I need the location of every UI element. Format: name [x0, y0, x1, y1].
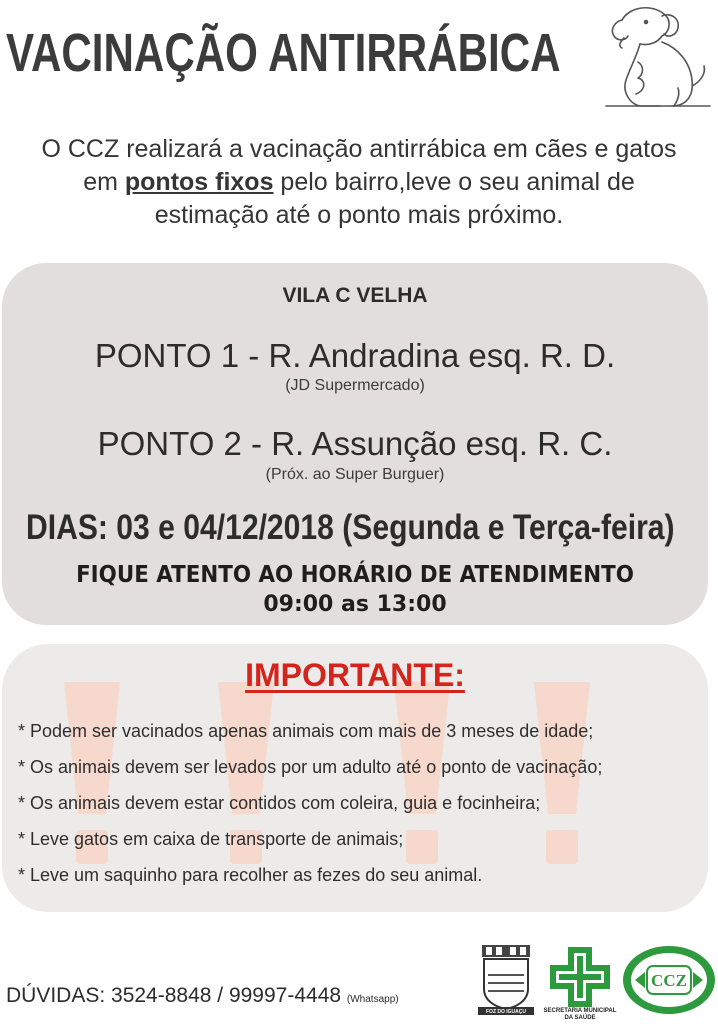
- list-item: * Leve gatos em caixa de transporte de animais;: [18, 829, 404, 849]
- intro-line-1: O CCZ realizará a vacinação antirrábica em cães e gatos: [41, 135, 677, 163]
- contact-info: [6, 984, 399, 1008]
- point-1-address: PONTO 1 - R. Andradina esq. R. D.: [94, 337, 616, 374]
- ccz-logo-text: CCZ: [651, 971, 687, 990]
- region-name: VILA C VELHA: [282, 284, 428, 307]
- contact-note: (Whatsapp): [346, 994, 399, 1005]
- point-1-reference: (JD Supermercado): [285, 377, 425, 394]
- list-item: * Podem ser vacinados apenas animais com mais de 3 meses de idade;: [18, 721, 594, 741]
- page-title: VACINAÇÃO ANTIRRÁBICA: [6, 23, 561, 83]
- important-list: [18, 719, 708, 899]
- vaccination-days: DIAS: 03 e 04/12/2018 (Segunda e Terça-feira): [26, 508, 675, 547]
- intro-emphasis: pontos fixos: [124, 168, 274, 196]
- intro-line-2-post: pelo bairro,leve o seu animal de: [273, 168, 635, 196]
- service-hours: 09:00 as 13:00: [263, 592, 447, 617]
- city-logo-text: FOZ DO IGUAÇU: [486, 1009, 526, 1015]
- important-title: IMPORTANTE:: [245, 657, 465, 693]
- point-2-address: PONTO 2 - R. Assunção esq. R. C.: [97, 425, 613, 462]
- attention-notice: FIQUE ATENTO AO HORÁRIO DE ATENDIMENTO: [76, 562, 634, 588]
- list-item: * Leve um saquinho para recolher as fezes do seu animal.: [18, 865, 483, 885]
- list-item: * Os animais devem ser levados por um adulto até o ponto de vacinação;: [18, 757, 603, 777]
- intro-line-3: estimação até o ponto mais próximo.: [154, 201, 564, 229]
- point-2-reference: (Próx. ao Super Burguer): [265, 466, 445, 483]
- ccz-logo: [621, 944, 718, 1016]
- intro-text: [0, 133, 718, 232]
- dog-outline-icon: [600, 2, 712, 112]
- contact-phones: DÚVIDAS: 3524-8848 / 99997-4448: [6, 984, 342, 1007]
- intro-line-2-pre: em: [83, 168, 125, 196]
- health-secretariat-text: SECRETARIA MUNICIPAL DA SAÚDE: [543, 1008, 617, 1021]
- city-coat-of-arms-logo: [476, 945, 536, 1020]
- intro-line-2: [0, 166, 718, 199]
- list-item: * Os animais devem estar contidos com coleira, guia e focinheira;: [18, 793, 541, 813]
